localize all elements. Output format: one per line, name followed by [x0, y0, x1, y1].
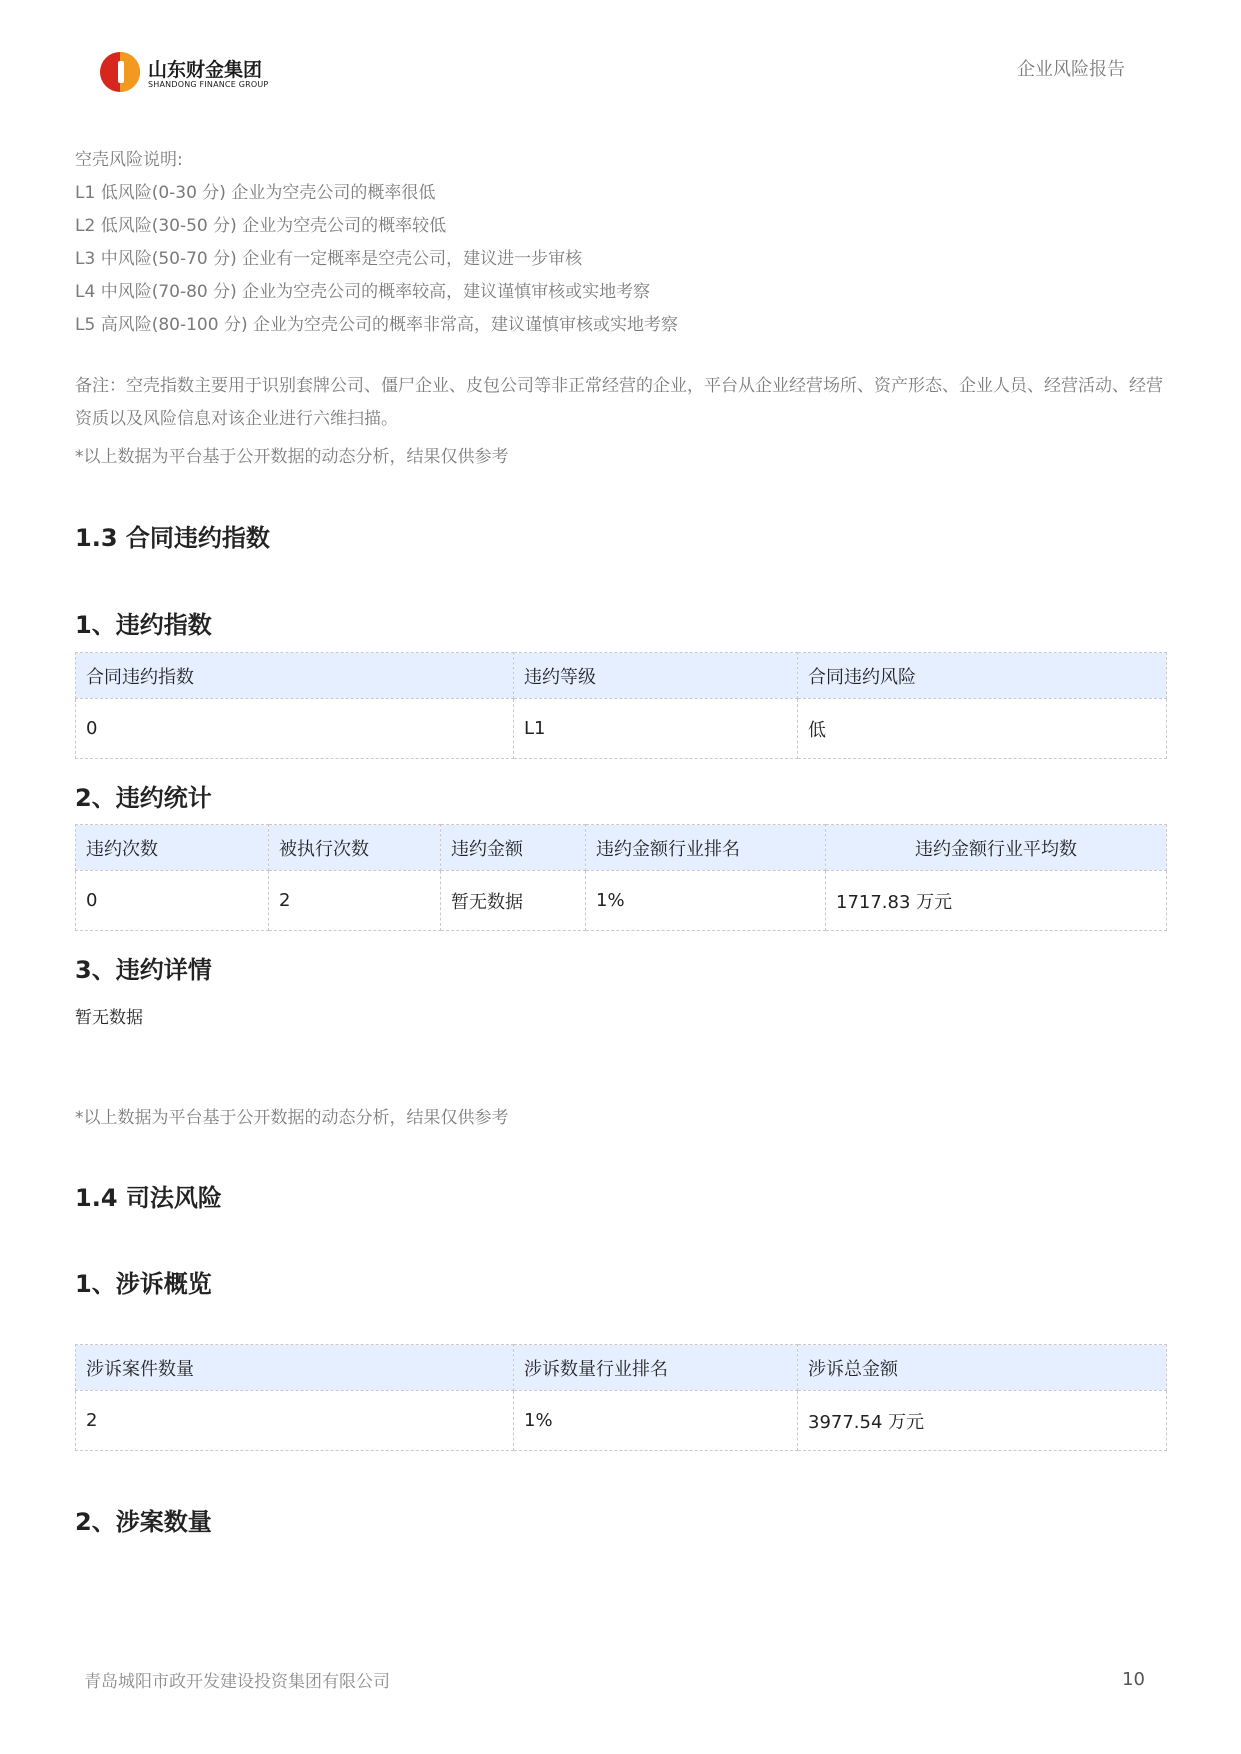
litigation-overview-heading: 1、涉诉概览: [75, 1270, 212, 1298]
table-cell: 0: [76, 699, 514, 759]
default-index-heading: 1、违约指数: [75, 611, 212, 639]
table-cell: L1: [514, 699, 798, 759]
table-header-cell: 违约金额: [441, 825, 586, 871]
table-row: [76, 1391, 1167, 1451]
table-header-cell: 合同违约风险: [798, 653, 1167, 699]
default-stats-table: [75, 824, 1167, 931]
table-header-cell: 涉诉总金额: [798, 1345, 1167, 1391]
table-cell: 2: [269, 871, 441, 931]
shell-risk-level-l3: L3 中风险(50-70 分) 企业有一定概率是空壳公司，建议进一步审核: [75, 249, 583, 269]
shell-risk-title: 空壳风险说明:: [75, 150, 183, 170]
shell-risk-level-l4: L4 中风险(70-80 分) 企业为空壳公司的概率较高，建议谨慎审核或实地考察: [75, 282, 651, 302]
default-details-empty: 暂无数据: [75, 1008, 143, 1028]
table-cell: 0: [76, 871, 269, 931]
litigation-overview-table: [75, 1344, 1167, 1451]
default-stats-heading: 2、违约统计: [75, 784, 212, 812]
page-number: 10: [1122, 1669, 1145, 1690]
company-logo: [100, 50, 300, 96]
table-header-cell: 违约金额行业平均数: [826, 825, 1167, 871]
table-cell: 1717.83 万元: [826, 871, 1167, 931]
table-header-cell: 被执行次数: [269, 825, 441, 871]
table-cell: 1%: [586, 871, 826, 931]
logo-subtitle: SHANDONG FINANCE GROUP: [148, 80, 269, 89]
table-header-cell: 涉诉数量行业排名: [514, 1345, 798, 1391]
shell-risk-level-l5: L5 高风险(80-100 分) 企业为空壳公司的概率非常高，建议谨慎审核或实地考察: [75, 315, 678, 335]
contract-disclaimer: *以上数据为平台基于公开数据的动态分析，结果仅供参考: [75, 1108, 509, 1128]
table-cell: 3977.54 万元: [798, 1391, 1167, 1451]
table-cell: 2: [76, 1391, 514, 1451]
case-count-heading: 2、涉案数量: [75, 1508, 212, 1536]
shell-risk-level-l1: L1 低风险(0-30 分) 企业为空壳公司的概率很低: [75, 183, 436, 203]
table-cell: 低: [798, 699, 1167, 759]
table-header-cell: 合同违约指数: [76, 653, 514, 699]
logo-icon: [100, 52, 140, 92]
table-header-cell: 涉诉案件数量: [76, 1345, 514, 1391]
shell-risk-disclaimer: *以上数据为平台基于公开数据的动态分析，结果仅供参考: [75, 447, 509, 467]
table-cell: 1%: [514, 1391, 798, 1451]
table-cell: 暂无数据: [441, 871, 586, 931]
footer-company-name: 青岛城阳市政开发建设投资集团有限公司: [84, 1672, 390, 1692]
table-header-cell: 违约等级: [514, 653, 798, 699]
table-header-row: [76, 1345, 1167, 1391]
table-header-row: [76, 825, 1167, 871]
table-header-row: [76, 653, 1167, 699]
table-row: [76, 699, 1167, 759]
default-index-table: [75, 652, 1167, 759]
logo-name: 山东财金集团: [148, 59, 263, 81]
shell-risk-level-l2: L2 低风险(30-50 分) 企业为空壳公司的概率较低: [75, 216, 447, 236]
section-title-contract: 1.3 合同违约指数: [75, 524, 270, 552]
report-title: 企业风险报告: [1017, 59, 1125, 80]
default-details-heading: 3、违约详情: [75, 956, 212, 984]
table-header-cell: 违约次数: [76, 825, 269, 871]
section-title-judicial: 1.4 司法风险: [75, 1184, 222, 1212]
table-header-cell: 违约金额行业排名: [586, 825, 826, 871]
table-row: [76, 871, 1167, 931]
shell-risk-note: 备注：空壳指数主要用于识别套牌公司、僵尸企业、皮包公司等非正常经营的企业，平台从企业经营场所、资产形态、企业人员、经营活动、经营资质以及风险信息对该企业进行六维扫描。: [75, 376, 1163, 429]
